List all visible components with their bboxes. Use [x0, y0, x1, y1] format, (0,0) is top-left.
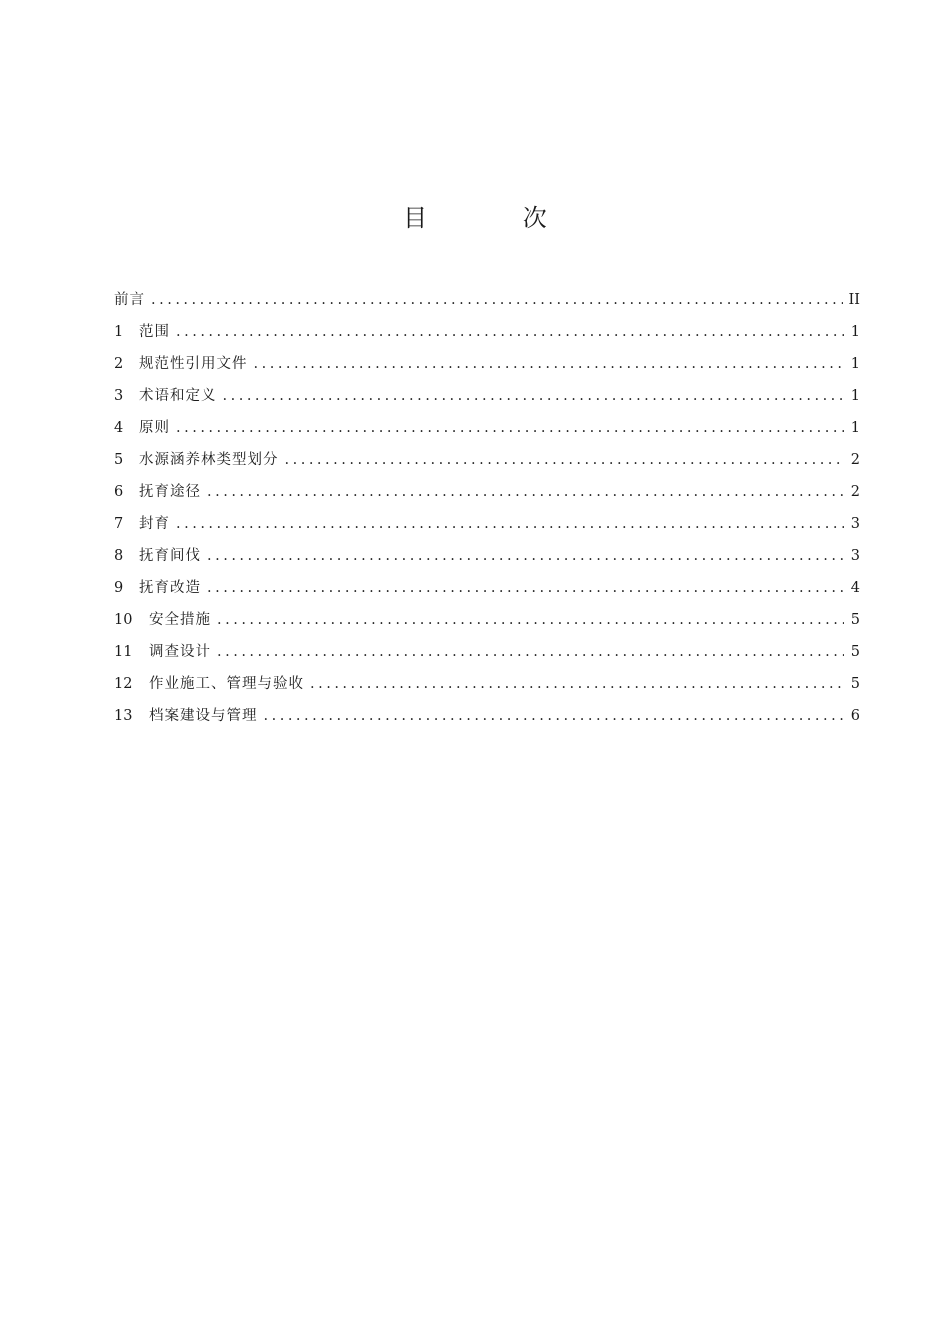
toc-entry-number: 5	[114, 452, 124, 468]
toc-entry-number: 11	[114, 644, 133, 660]
toc-entry-4[interactable]	[114, 412, 860, 444]
toc-entry-13[interactable]	[114, 700, 860, 732]
toc-entry-10[interactable]	[114, 604, 860, 636]
toc-entry-7[interactable]	[114, 508, 860, 540]
toc-dot-leader	[207, 476, 844, 508]
toc-dot-leader	[264, 700, 845, 732]
toc-dot-leader	[254, 348, 845, 380]
toc-entry-5[interactable]	[114, 444, 860, 476]
toc-entry-page: 1	[850, 388, 860, 404]
toc-entry-2[interactable]	[114, 348, 860, 380]
toc-entry-page: 5	[850, 676, 860, 692]
toc-entry-number: 13	[114, 708, 133, 724]
toc-entry-page: 3	[850, 548, 860, 564]
toc-dot-leader	[176, 316, 844, 348]
toc-dot-leader	[285, 444, 845, 476]
toc-dot-leader	[217, 636, 844, 668]
toc-entry-label: 档案建设与管理	[149, 708, 258, 724]
toc-entry-number: 9	[114, 580, 124, 596]
toc-entry-label: 抚育改造	[139, 580, 201, 596]
toc-entry-1[interactable]	[114, 316, 860, 348]
toc-entry-label: 术语和定义	[139, 388, 217, 404]
toc-entry-12[interactable]	[114, 668, 860, 700]
table-of-contents	[114, 284, 860, 732]
toc-entry-number: 2	[114, 356, 124, 372]
toc-entry-number: 8	[114, 548, 124, 564]
toc-entry-page: 4	[850, 580, 860, 596]
toc-dot-leader	[176, 412, 844, 444]
toc-entry-page: 1	[850, 324, 860, 340]
toc-entry-9[interactable]	[114, 572, 860, 604]
toc-entry-page: 1	[850, 356, 860, 372]
toc-entry-6[interactable]	[114, 476, 860, 508]
toc-dot-leader	[207, 572, 844, 604]
toc-entry-page: 5	[850, 612, 860, 628]
toc-entry-number: 3	[114, 388, 124, 404]
toc-dot-leader	[310, 668, 844, 700]
toc-entry-11[interactable]	[114, 636, 860, 668]
toc-entry-label: 原则	[139, 420, 170, 436]
toc-entry-label: 抚育间伐	[139, 548, 201, 564]
toc-entry-number: 10	[114, 612, 133, 628]
toc-entry-number: 1	[114, 324, 124, 340]
toc-entry-page: 5	[850, 644, 860, 660]
toc-entry-page: 2	[850, 452, 860, 468]
toc-entry-page: 6	[850, 708, 860, 724]
toc-entry-foreword[interactable]	[114, 284, 860, 316]
toc-entry-3[interactable]	[114, 380, 860, 412]
toc-entry-page: 3	[850, 516, 860, 532]
toc-dot-leader	[223, 380, 845, 412]
toc-entry-number: 12	[114, 676, 133, 692]
toc-entry-label: 调查设计	[149, 644, 211, 660]
toc-entry-page: II	[848, 292, 860, 308]
toc-entry-number: 6	[114, 484, 124, 500]
toc-dot-leader	[151, 284, 843, 316]
toc-dot-leader	[217, 604, 844, 636]
toc-entry-label: 封育	[139, 516, 170, 532]
toc-entry-8[interactable]	[114, 540, 860, 572]
toc-entry-label: 前言	[114, 292, 145, 308]
toc-entry-page: 1	[850, 420, 860, 436]
page-title: 目 次	[403, 204, 591, 232]
toc-entry-label: 作业施工、管理与验收	[149, 676, 304, 692]
toc-dot-leader	[207, 540, 844, 572]
toc-entry-number: 7	[114, 516, 124, 532]
toc-entry-label: 范围	[139, 324, 170, 340]
toc-dot-leader	[176, 508, 844, 540]
toc-entry-label: 水源涵养林类型划分	[139, 452, 279, 468]
toc-entry-label: 规范性引用文件	[139, 356, 248, 372]
toc-entry-number: 4	[114, 420, 124, 436]
toc-entry-label: 安全措施	[149, 612, 211, 628]
toc-entry-label: 抚育途径	[139, 484, 201, 500]
toc-entry-page: 2	[850, 484, 860, 500]
